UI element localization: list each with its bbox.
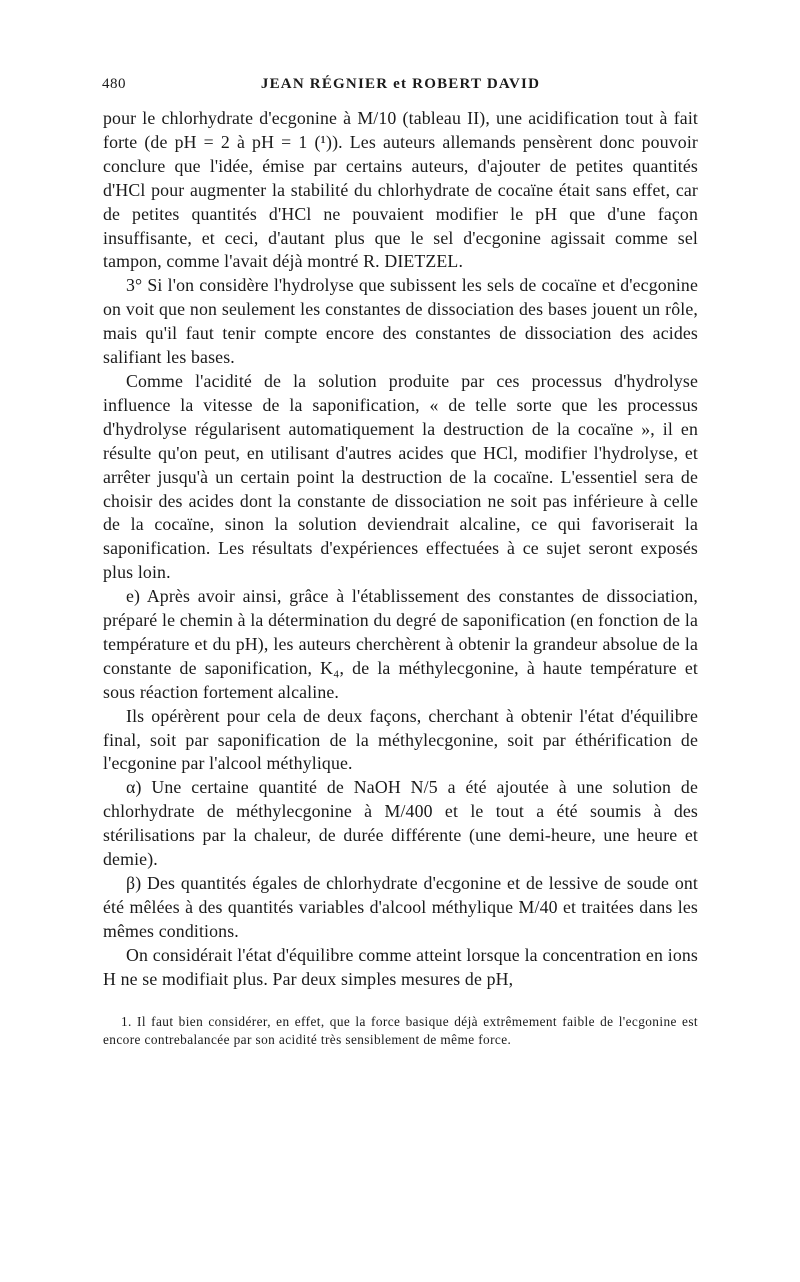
page-number: 480	[102, 76, 126, 92]
body-text	[103, 107, 698, 992]
paragraph-4: e) Après avoir ainsi, grâce à l'établissement des constantes de dissociation, préparé le chemin à la détermination du degré de saponification (en fonction de la température et du pH), les auteurs cherchèrent à obtenir la grandeur absolue de la constante de saponification, K₄, de la méthylecgonine, à haute température et sous réaction fortement alcaline.	[103, 586, 698, 702]
paragraph-2: 3° Si l'on considère l'hydrolyse que subissent les sels de cocaïne et d'ecgonine on voit que non seulement les constantes de dissociation des bases jouent un rôle, mais qu'il faut tenir compte encore des constantes de dissociation des acides salifiant les bases.	[103, 275, 698, 368]
paragraph-5: Ils opérèrent pour cela de deux façons, cherchant à obtenir l'état d'équilibre final, soit par saponification de la méthylecgonine, soit par éthérification de l'ecgonine par l'alcool méthylique.	[103, 705, 698, 774]
paragraph-6: α) Une certaine quantité de NaOH N/5 a été ajoutée à une solution de chlorhydrate de méthylecgonine à M/400 et le tout a été soumis à des stérilisations par la chaleur, de durée différente (une demi-heure, une heure et demie).	[103, 777, 698, 870]
running-head: JEAN RÉGNIER et ROBERT DAVID	[260, 76, 541, 92]
footnote: 1. Il faut bien considérer, en effet, que la force basique déjà extrêmement faible de l'ecgonine est encore contrebalancée par son acidité très sensiblement de même force.	[103, 1013, 698, 1047]
page-header	[103, 76, 698, 100]
paragraph-3: Comme l'acidité de la solution produite par ces processus d'hydrolyse influence la vitesse de la saponification, « de telle sorte que les processus d'hydrolyse régularisent automatiquement la destruction de la cocaïne », il en résulte qu'on peut, en utilisant d'autres acides que HCl, modifier l'hydrolyse, et arrêter jusqu'à un certain point la destruction de la cocaïne. L'essentiel sera de choisir des acides dont la constante de dissociation ne soit pas inférieure à celle de la cocaïne, sinon la solution deviendrait alcaline, ce qui favoriserait la saponification. Les résultats d'expériences effectuées à ce sujet seront exposés plus loin.	[103, 370, 698, 583]
book-page	[103, 76, 698, 1049]
paragraph-1: pour le chlorhydrate d'ecgonine à M/10 (tableau II), une acidification tout à fait forte (de pH = 2 à pH = 1 (¹)). Les auteurs allemands pensèrent donc pouvoir conclure que l'idée, émise par certains auteurs, d'ajouter de petites quantités d'HCl pour augmenter la stabilité du chlorhydrate de cocaïne était sans effet, car de petites quantités d'HCl ne pouvaient modifier le pH que d'une façon insuffisante, et ceci, d'autant plus que le sel d'ecgonine agissait comme sel tampon, comme l'avait déjà montré R. DIETZEL.	[103, 108, 698, 272]
paragraph-8: On considérait l'état d'équilibre comme atteint lorsque la concentration en ions H ne se modifiait plus. Par deux simples mesures de pH,	[103, 944, 698, 989]
paragraph-7: β) Des quantités égales de chlorhydrate d'ecgonine et de lessive de soude ont été mêlées à des quantités variables d'alcool méthylique M/40 et traitées dans les mêmes conditions.	[103, 873, 698, 941]
